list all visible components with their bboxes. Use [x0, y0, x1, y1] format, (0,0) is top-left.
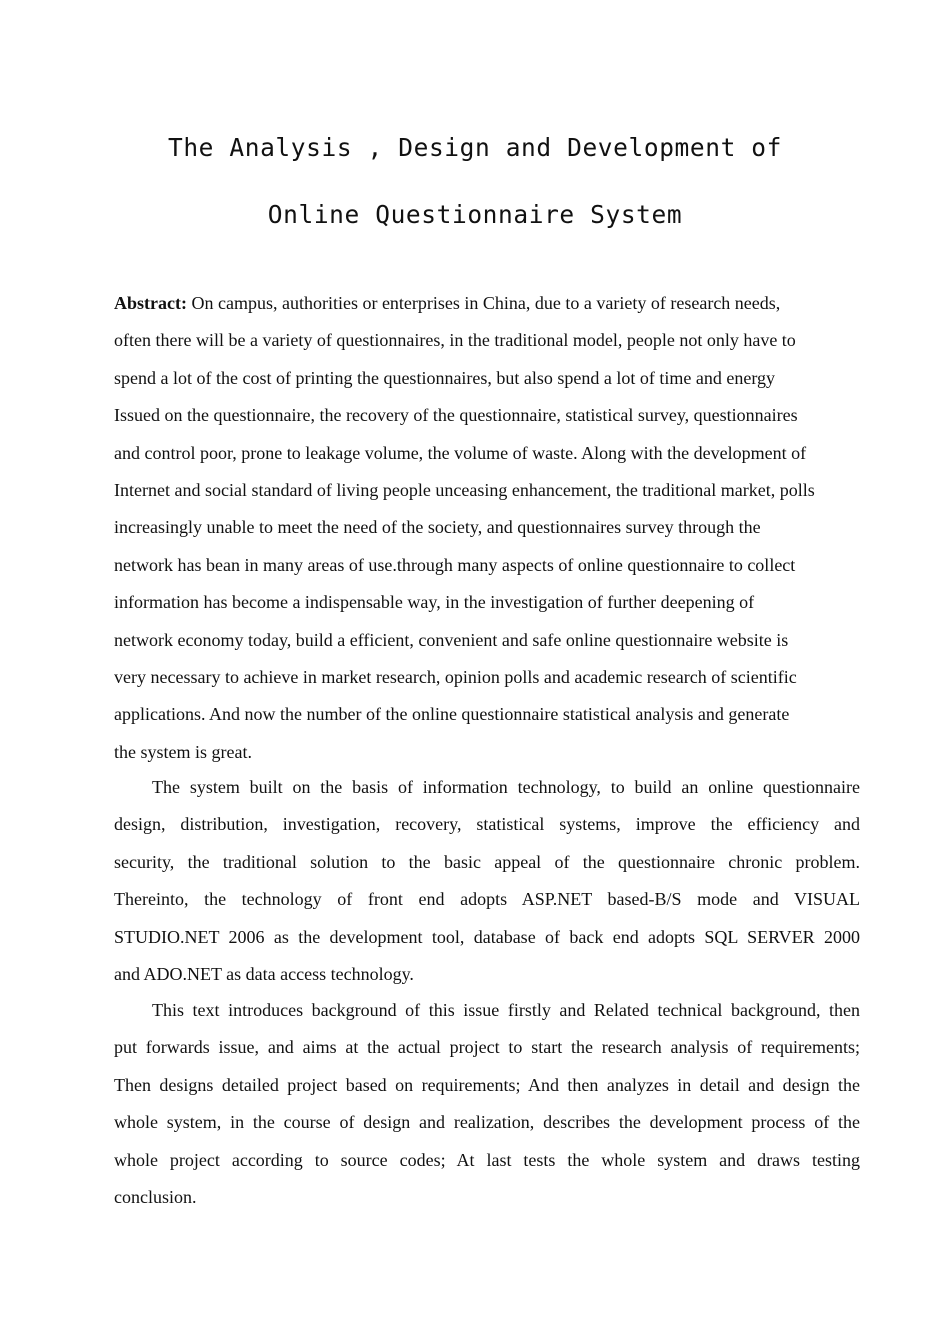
paragraph-line: whole project according to source codes; At last tests the whole system and draws testing	[114, 1149, 860, 1170]
abstract-paragraph	[114, 285, 860, 771]
introduction-paragraph	[114, 992, 860, 1216]
abstract-line: applications. And now the number of the online questionnaire statistical analysis and generate	[114, 704, 790, 725]
paragraph-line: and ADO.NET as data access technology.	[114, 963, 414, 984]
abstract-line: Issued on the questionnaire, the recovery of the questionnaire, statistical survey, questionnaires	[114, 405, 798, 426]
abstract-line: the system is great.	[114, 741, 252, 762]
paragraph-line: security, the traditional solution to the basic appeal of the questionnaire chronic problem.	[114, 851, 860, 872]
title-line-2: Online Questionnaire System	[267, 200, 683, 229]
system-paragraph	[114, 769, 860, 993]
abstract-line: often there will be a variety of questionnaires, in the traditional model, people not only have to	[114, 330, 796, 351]
paragraph-line: STUDIO.NET 2006 as the development tool, database of back end adopts SQL SERVER 2000	[114, 926, 860, 947]
abstract-line	[114, 285, 860, 322]
abstract-text: On campus, authorities or enterprises in China, due to a variety of research needs,	[186, 293, 781, 313]
paragraph-line: whole system, in the course of design and realization, describes the development process of the	[114, 1112, 860, 1133]
paragraph-line: conclusion.	[114, 1186, 197, 1207]
abstract-line: Internet and social standard of living people unceasing enhancement, the traditional market, polls	[114, 479, 815, 500]
abstract-label: Abstract:	[114, 293, 187, 313]
abstract-line: and control poor, prone to leakage volume, the volume of waste. Along with the development of	[114, 442, 807, 463]
abstract-line: information has become a indispensable way, in the investigation of further deepening of	[114, 592, 755, 613]
abstract-line: spend a lot of the cost of printing the questionnaires, but also spend a lot of time and energy	[114, 367, 776, 388]
paragraph-line: put forwards issue, and aims at the actual project to start the research analysis of requirements;	[114, 1037, 860, 1058]
paragraph-line: This text introduces background of this issue firstly and Related technical background, then	[152, 1000, 860, 1020]
paragraph-line: Thereinto, the technology of front end adopts ASP.NET based-B/S mode and VISUAL	[114, 889, 860, 910]
paragraph-line: Then designs detailed project based on requirements; And then analyzes in detail and design the	[114, 1074, 860, 1095]
abstract-line: network economy today, build a efficient, convenient and safe online questionnaire website is	[114, 629, 789, 650]
paragraph-line: The system built on the basis of information technology, to build an online questionnaire	[152, 777, 860, 797]
abstract-line: increasingly unable to meet the need of the society, and questionnaires survey through the	[114, 517, 761, 538]
abstract-line: network has bean in many areas of use.through many aspects of online questionnaire to collect	[114, 554, 796, 575]
abstract-line: very necessary to achieve in market research, opinion polls and academic research of scientific	[114, 666, 797, 687]
title-line-1: The Analysis , Design and Development of	[167, 133, 782, 162]
paragraph-line: design, distribution, investigation, recovery, statistical systems, improve the efficiency and	[114, 814, 860, 835]
